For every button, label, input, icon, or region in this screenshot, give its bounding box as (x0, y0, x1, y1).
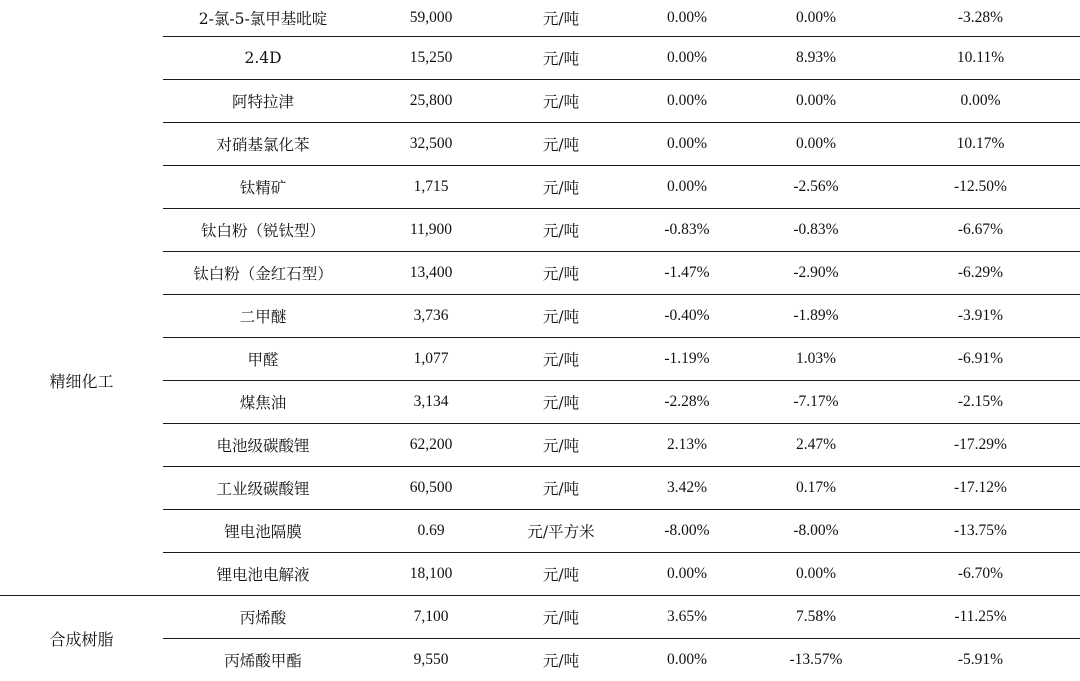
unit-cell: 元/吨 (499, 295, 623, 338)
unit-cell: 元/吨 (499, 381, 623, 424)
product-name-cell: 甲醛 (163, 338, 363, 381)
change-cell-2: 8.93% (751, 37, 881, 80)
change-cell-3: -6.67% (881, 209, 1080, 252)
change-cell-1: -0.83% (623, 209, 751, 252)
change-cell-3: 10.17% (881, 123, 1080, 166)
product-name-cell: 二甲醚 (163, 295, 363, 338)
change-cell-2: -2.56% (751, 166, 881, 209)
change-cell-2: -13.57% (789, 651, 843, 668)
change-cell-1: -8.00% (623, 510, 751, 553)
change-cell-1: 0.00% (623, 80, 751, 123)
change-cell-2: 0.00% (751, 0, 881, 37)
product-name-cell: 煤焦油 (163, 381, 363, 424)
product-name-cell: 锂电池电解液 (163, 553, 363, 596)
table-row (0, 166, 1080, 209)
product-name-cell: 电池级碳酸锂 (163, 424, 363, 467)
unit-cell: 元/平方米 (499, 510, 623, 553)
product-name-cell: 钛精矿 (163, 166, 363, 209)
price-cell: 7,100 (363, 596, 499, 639)
change-cell-2: -2.90% (751, 252, 881, 295)
change-cell-2: 0.00% (751, 80, 881, 123)
product-name-cell: 钛白粉（金红石型） (163, 252, 363, 295)
change-cell-3: -3.28% (881, 0, 1080, 37)
product-name-cell: 对硝基氯化苯 (163, 123, 363, 166)
unit-cell: 元/吨 (499, 424, 623, 467)
change-cell-2: 2.47% (751, 424, 881, 467)
change-cell-3: 10.11% (881, 37, 1080, 80)
change-cell-3: -17.29% (881, 424, 1080, 467)
change-cell-1: 2.13% (623, 424, 751, 467)
change-cell-1: 3.65% (623, 596, 751, 639)
price-cell: 3,736 (363, 295, 499, 338)
unit-cell: 元/吨 (499, 80, 623, 123)
price-cell: 32,500 (363, 123, 499, 166)
change-cell-2: 7.58% (751, 596, 881, 639)
change-cell-1: -0.40% (623, 295, 751, 338)
unit-cell: 元/吨 (499, 252, 623, 295)
change-cell-1: -1.47% (623, 252, 751, 295)
unit-cell: 元/吨 (499, 553, 623, 596)
unit-cell: 元/吨 (499, 0, 623, 37)
price-cell: 1,715 (363, 166, 499, 209)
category-cell: 合成树脂 (49, 630, 114, 649)
category-cell (0, 0, 163, 166)
product-name-cell: 工业级碳酸锂 (163, 467, 363, 510)
change-cell-3: -13.75% (881, 510, 1080, 553)
product-name-cell: 2-氯-5-氯甲基吡啶 (163, 0, 363, 37)
price-cell: 15,250 (363, 37, 499, 80)
price-cell: 1,077 (363, 338, 499, 381)
change-cell-1: 0.00% (623, 553, 751, 596)
change-cell-2: -0.83% (751, 209, 881, 252)
unit-cell: 元/吨 (499, 209, 623, 252)
change-cell-1: 0.00% (623, 166, 751, 209)
product-name-cell: 丙烯酸 (163, 596, 363, 639)
price-cell: 62,200 (363, 424, 499, 467)
price-cell: 18,100 (363, 553, 499, 596)
product-name-cell: 丙烯酸甲酯 (224, 652, 302, 670)
price-cell: 13,400 (363, 252, 499, 295)
change-cell-1: 0.00% (623, 37, 751, 80)
change-cell-1: 3.42% (623, 467, 751, 510)
price-cell: 25,800 (363, 80, 499, 123)
change-cell-3: -6.70% (881, 553, 1080, 596)
price-cell: 59,000 (363, 0, 499, 37)
price-cell: 3,134 (363, 381, 499, 424)
product-name-cell: 钛白粉（锐钛型） (163, 209, 363, 252)
change-cell-1: -1.19% (623, 338, 751, 381)
change-cell-3: 0.00% (881, 80, 1080, 123)
category-cell: 精细化工 (0, 166, 163, 596)
change-cell-2: -8.00% (751, 510, 881, 553)
change-cell-2: 0.00% (751, 123, 881, 166)
product-name-cell: 阿特拉津 (163, 80, 363, 123)
product-name-cell: 锂电池隔膜 (163, 510, 363, 553)
unit-cell: 元/吨 (499, 37, 623, 80)
change-cell-2: -7.17% (751, 381, 881, 424)
change-cell-3: -6.29% (881, 252, 1080, 295)
change-cell-3: -6.91% (881, 338, 1080, 381)
change-cell-1: 0.00% (666, 651, 708, 668)
unit-cell: 元/吨 (499, 338, 623, 381)
change-cell-2: 0.17% (751, 467, 881, 510)
unit-cell: 元/吨 (499, 596, 623, 639)
change-cell-3: -2.15% (881, 381, 1080, 424)
change-cell-2: -1.89% (751, 295, 881, 338)
change-cell-2: 0.00% (751, 553, 881, 596)
price-cell: 0.69 (363, 510, 499, 553)
change-cell-1: 0.00% (623, 123, 751, 166)
table-row (0, 596, 1080, 639)
unit-cell: 元/吨 (499, 467, 623, 510)
unit-cell: 元/吨 (499, 166, 623, 209)
change-cell-1: -2.28% (623, 381, 751, 424)
change-cell-3: -5.91% (957, 651, 1004, 668)
change-cell-3: -3.91% (881, 295, 1080, 338)
change-cell-3: -12.50% (881, 166, 1080, 209)
table-row (0, 0, 1080, 37)
change-cell-1: 0.00% (623, 0, 751, 37)
change-cell-2: 1.03% (751, 338, 881, 381)
price-cell: 9,550 (413, 651, 449, 668)
product-name-cell: 2.4D (163, 37, 363, 80)
price-cell: 60,500 (363, 467, 499, 510)
change-cell-3: -11.25% (881, 596, 1080, 639)
unit-cell: 元/吨 (499, 123, 623, 166)
unit-cell: 元/吨 (542, 652, 580, 670)
change-cell-3: -17.12% (881, 467, 1080, 510)
price-cell: 11,900 (363, 209, 499, 252)
